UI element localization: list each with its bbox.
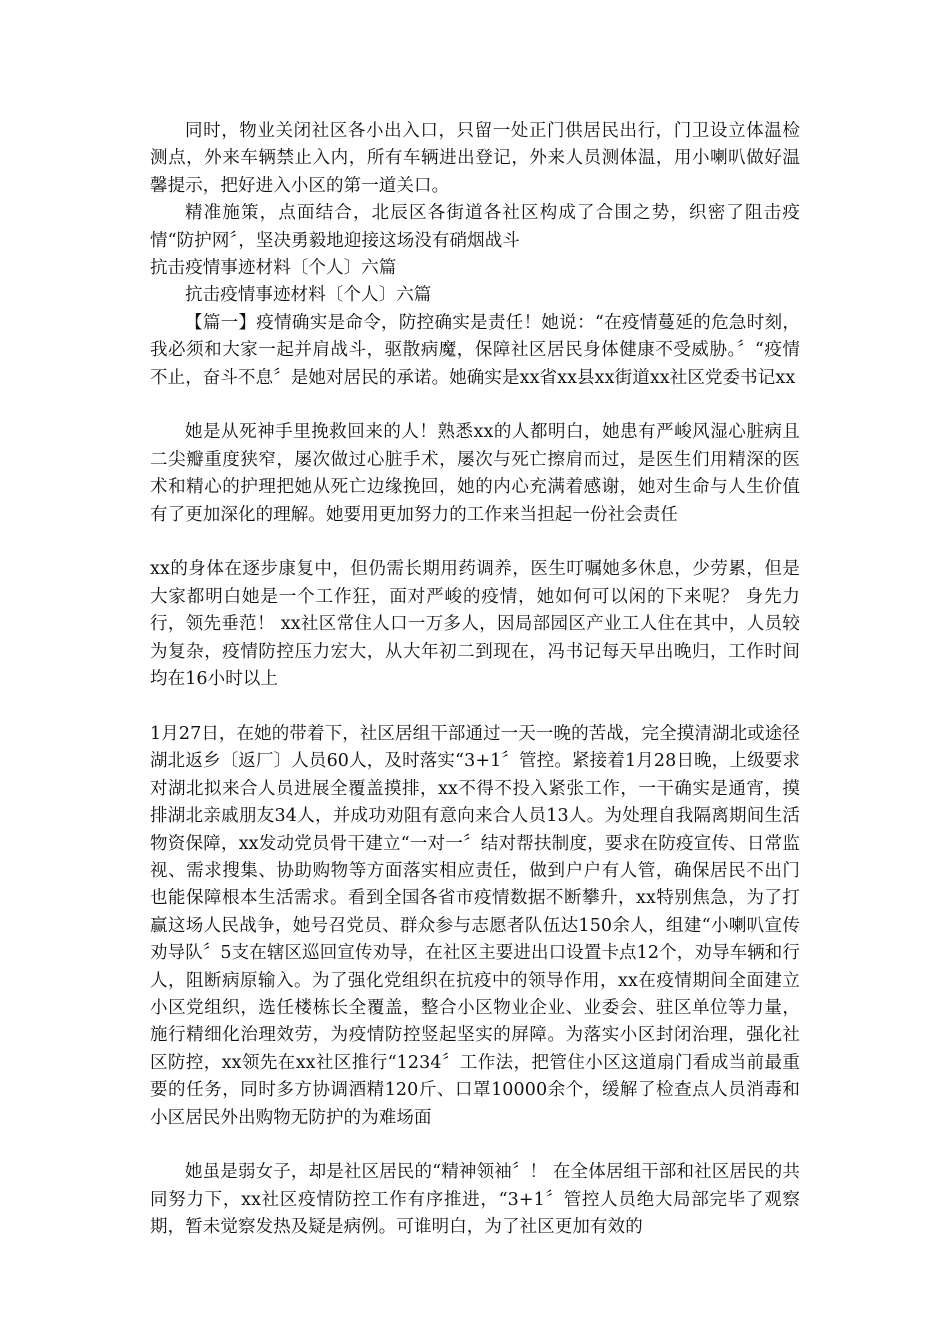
document-title: 抗击疫情事迹材料〔个人〕六篇 (150, 258, 397, 279)
paragraph-rescued-from-death: 她是从死神手里挽救回来的人！熟悉xx的人都明白，她患有严峻风湿心脏病且二尖瓣重度狭窄，屡次做过心脏手术，屡次与死亡擦肩而过，是医生们用精深的医术和精心的护理把她从死亡边缘挽回，她的内心充满着感谢，她对生命与人生价值有了更加深化的理解。她要用更加努力的工作来当担起一份社会责任 (150, 422, 800, 525)
document-page (150, 118, 800, 1242)
paragraph-article-one-intro: 【篇一】疫情确实是命令，防控确实是责任！她说：“在疫情蔓延的危急时刻，我必须和大家一起并肩战斗，驱散病魔，保障社区居民身体健康不受威胁。〞“疫情不止，奋斗不息〞是她对居民的承诺。她确实是xx省xx县xx街道xx社区党委书记xx (150, 312, 800, 388)
paragraph-january-actions: 1月27日，在她的带着下，社区居组干部通过一天一晚的苦战，完全摸清湖北或途径湖北返乡〔返厂〕人员60人，及时落实“3+1〞管控。紧接着1月28日晚，上级要求对湖北拟来合人员进展全覆盖摸排，xx不得不投入紧张工作，一干确实是通宵，摸排湖北亲戚朋友34人，并成功劝阻有意向来合人员13人。为处理自我隔离期间生活物资保障，xx发动党员骨干建立“一对一〞结对帮扶制度，要求在防疫宣传、日常监视、需求搜集、协助购物等方面落实相应责任，做到户户有人管，确保居民不出门也能保障根本生活需求。看到全国各省市疫情数据不断攀升，xx特别焦急，为了打赢这场人民战争，她号召党员、群众参与志愿者队伍达150余人，组建“小喇叭宣传劝导队〞5支在辖区巡回宣传劝导，在社区主要进出口设置卡点12个，劝导车辆和行人，阻断病原输入。为了强化党组织在抗疫中的领导作用，xx在疫情期间全面建立小区党组织，选任楼栋长全覆盖，整合小区物业企业、业委会、驻区单位等力量，施行精细化治理效劳，为疫情防控竖起坚实的屏障。为落实小区封闭治理，强化社区防控，xx领先在xx社区推行“1234〞工作法，把管住小区这道扇门看成当前最重要的任务，同时多方协调酒精120斤、口罩10000余个，缓解了检查点人员消毒和小区居民外出购物无防护的为难场面 (150, 723, 800, 1128)
paragraph-recovery: xx的身体在逐步康复中，但仍需长期用药调养，医生叮嘱她多休息，少劳累，但是大家都明白她是一个工作狂，面对严峻的疫情，她如何可以闲的下来呢？ 身先力行，领先垂范！ xx社区常住人口一万多人，因局部园区产业工人住在其中，人员较为复杂，疫情防控压力宏大，从大年初二到现在，冯书记每天早出晚归，工作时间均在16小时以上 (150, 559, 800, 690)
paragraph-spiritual-leader: 她虽是弱女子，却是社区居民的“精神领袖〞！ 在全体居组干部和社区居民的共同努力下，xx社区疫情防控工作有序推进，“3+1〞管控人员绝大局部完毕了观察期，暂未觉察发热及疑是病例。可谁明白，为了社区更加有效的 (150, 1162, 800, 1238)
paragraph-precise-measures: 精准施策，点面结合，北辰区各街道各社区构成了合围之势，织密了阻击疫情“防护网〞，坚决勇毅地迎接这场没有硝烟战斗 (150, 203, 800, 251)
document-subtitle: 抗击疫情事迹材料〔个人〕六篇 (185, 285, 432, 306)
paragraph-community-entrances: 同时，物业关闭社区各小出入口，只留一处正门供居民出行，门卫设立体温检测点，外来车辆禁止入内，所有车辆进出登记，外来人员测体温，用小喇叭做好温馨提示，把好进入小区的第一道关口。 (150, 121, 800, 196)
